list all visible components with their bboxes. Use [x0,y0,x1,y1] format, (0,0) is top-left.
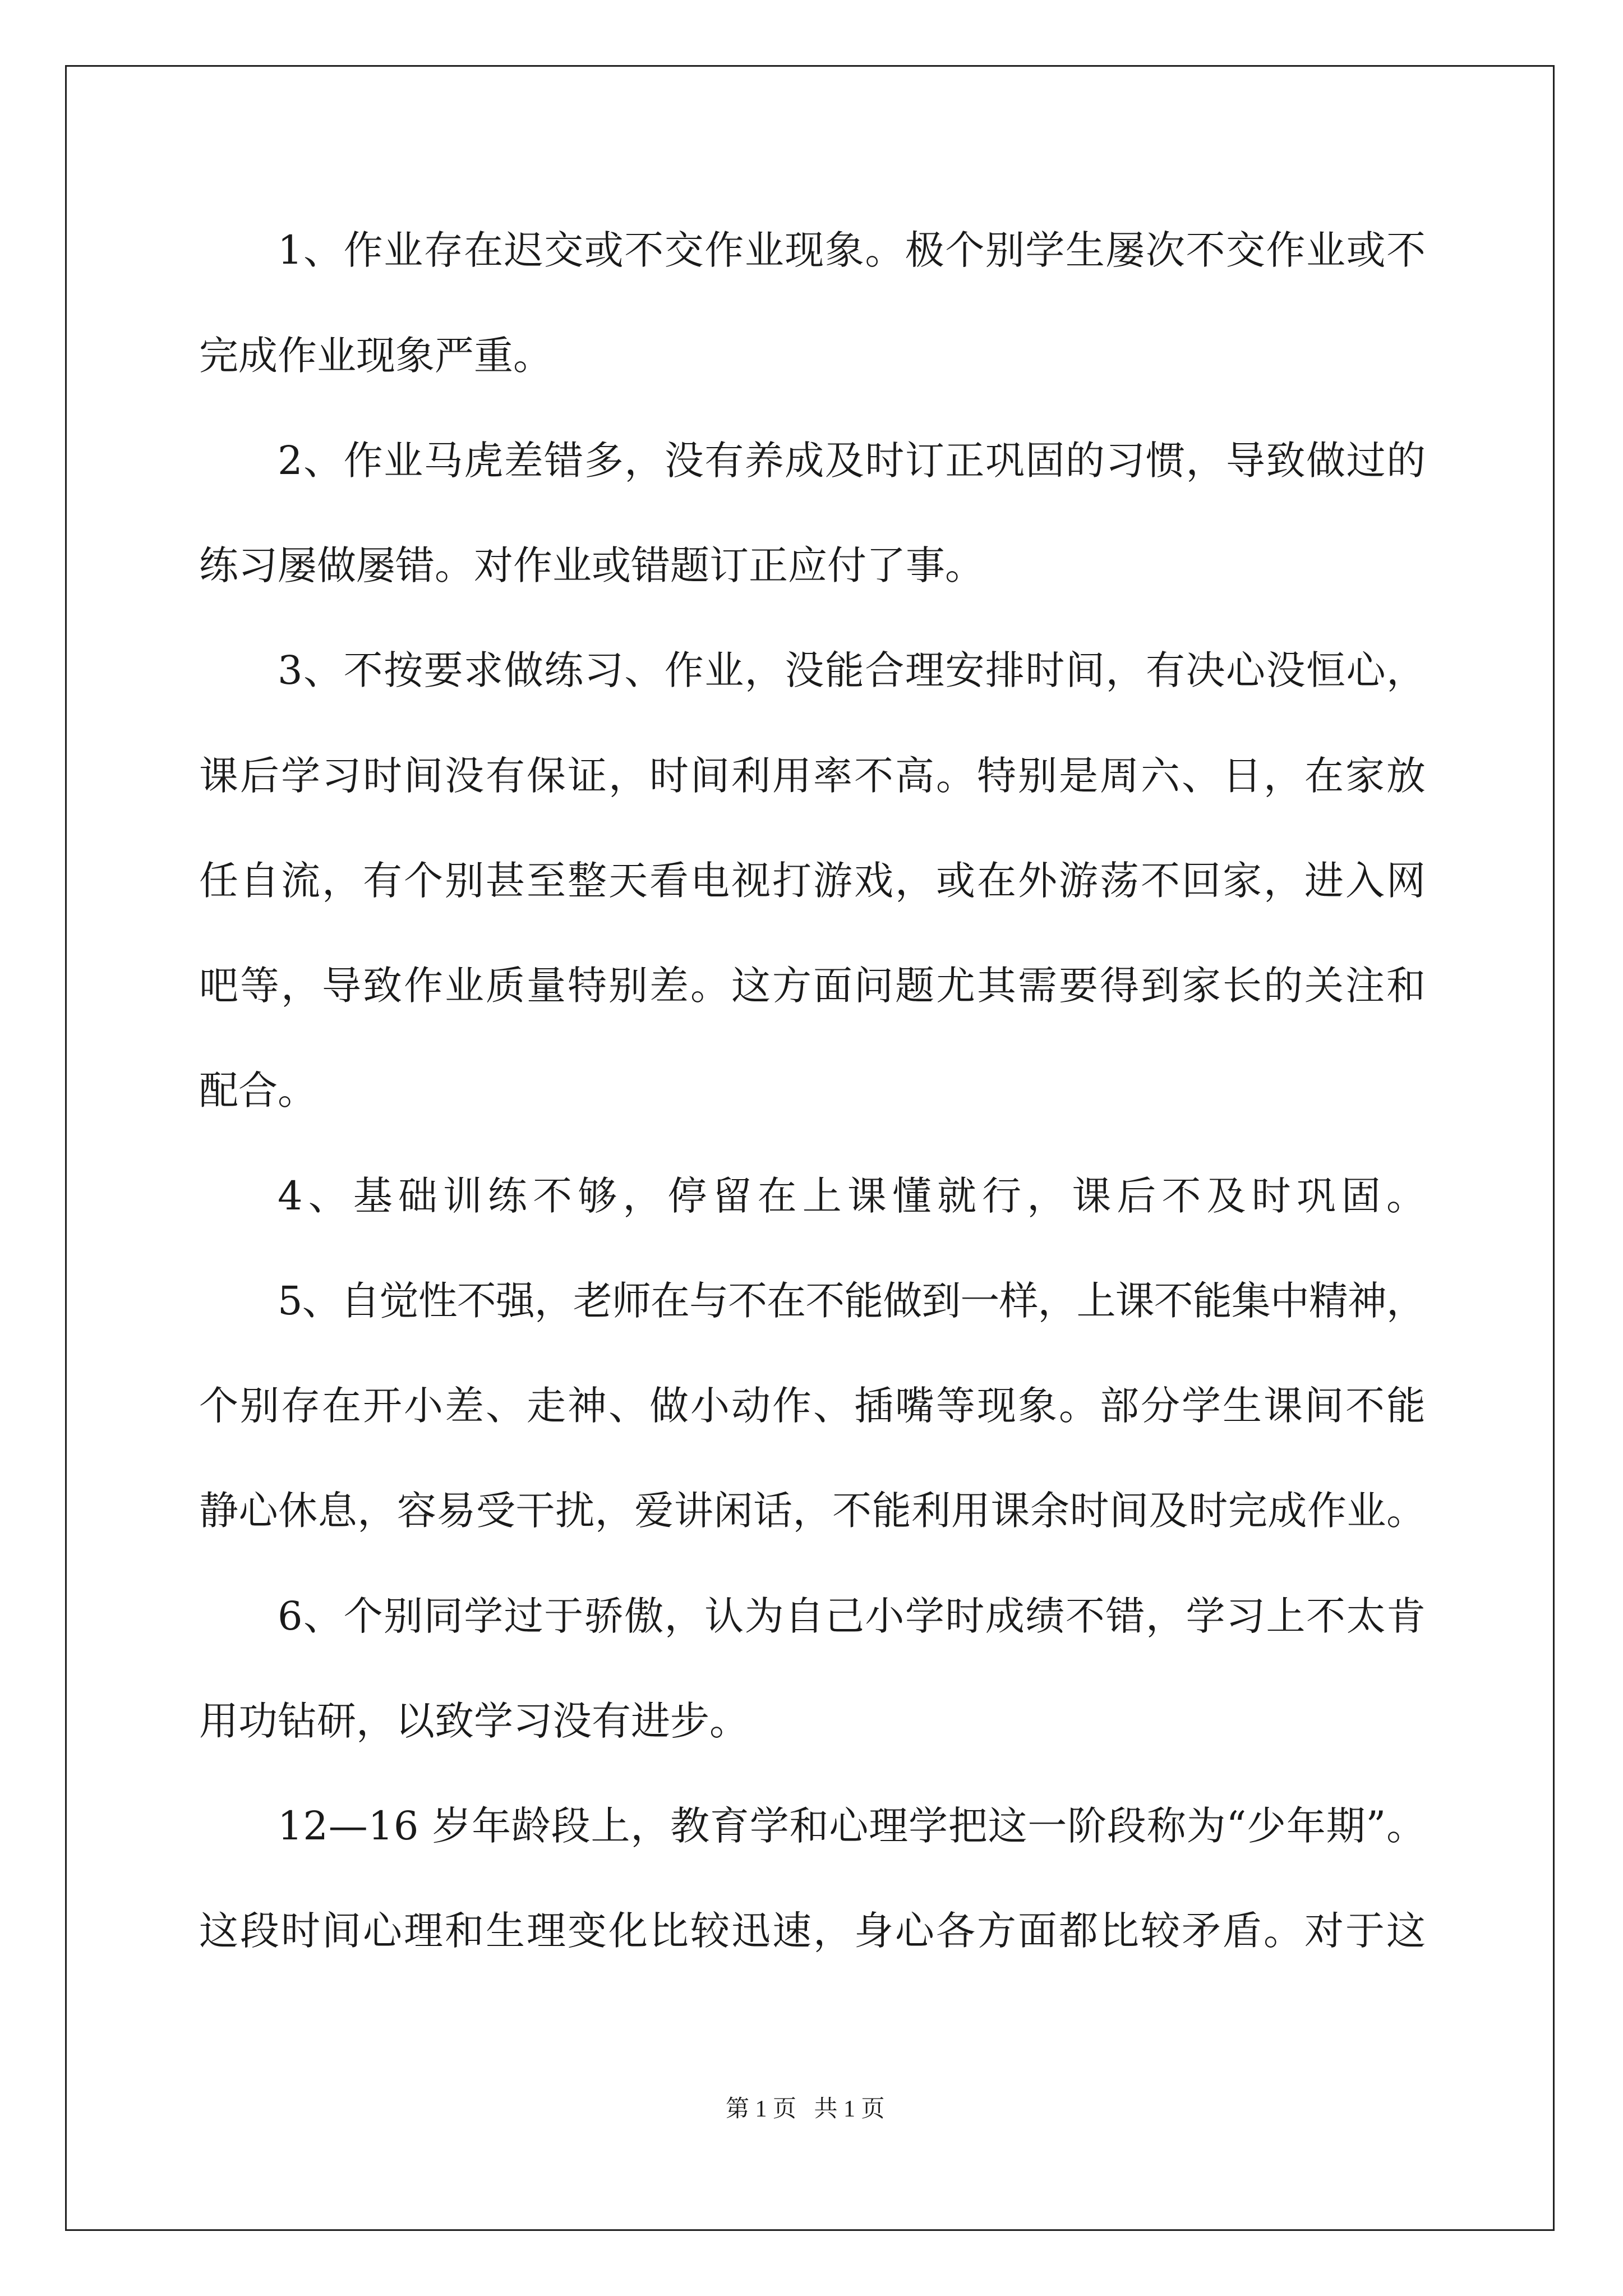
text-line: 12—16 岁年龄段上，教育学和心理学把这一阶段称为“少年期”。 [278,1803,1426,1849]
text-line: 配合。 [199,1068,317,1114]
text-line: 6、个别同学过于骄傲，认为自己小学时成绩不错，学习上不太肯 [278,1593,1427,1639]
page-footer: 第 1 页 共 1 页 [726,2096,885,2122]
text-line: 课后学习时间没有保证，时间利用率不高。特别是周六、日，在家放 [199,753,1427,799]
text-line: 4、基础训练不够，停留在上课懂就行，课后不及时巩固。 [278,1173,1432,1219]
text-line: 3、不按要求做练习、作业，没能合理安排时间，有决心没恒心， [278,647,1427,693]
text-line: 吧等，导致作业质量特别差。这方面问题尤其需要得到家长的关注和 [199,963,1427,1009]
text-line: 练习屡做屡错。对作业或错题订正应付了事。 [199,542,984,588]
text-line: 静心休息，容易受干扰，爱讲闲话，不能利用课余时间及时完成作业。 [199,1488,1426,1534]
text-line: 2、作业马虎差错多，没有养成及时订正巩固的习惯，导致做过的 [278,438,1427,484]
text-line: 这段时间心理和生理变化比较迅速，身心各方面都比较矛盾。对于这 [199,1908,1427,1954]
text-line: 5、自觉性不强，老师在与不在不能做到一样，上课不能集中精神， [278,1278,1426,1324]
text-line: 完成作业现象严重。 [199,333,552,379]
text-line: 个别存在开小差、走神、做小动作、插嘴等现象。部分学生课间不能 [199,1383,1427,1429]
text-line: 任自流，有个别甚至整天看电视打游戏，或在外游荡不回家，进入网 [199,858,1427,904]
text-line: 用功钻研，以致学习没有进步。 [199,1698,749,1744]
text-line: 1、作业存在迟交或不交作业现象。极个别学生屡次不交作业或不 [278,227,1427,273]
